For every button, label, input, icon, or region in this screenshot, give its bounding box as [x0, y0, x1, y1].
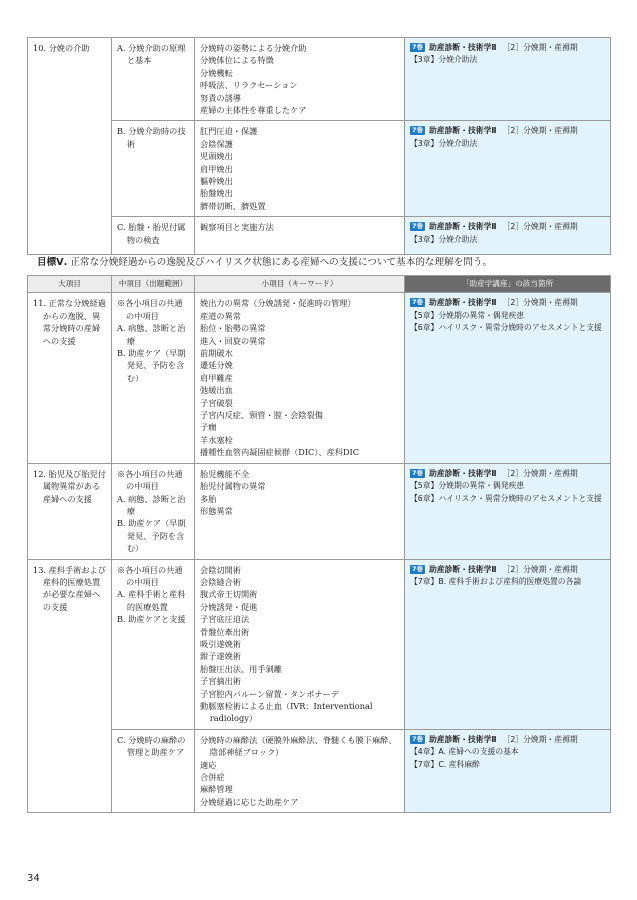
major-item-cell	[28, 559, 112, 813]
keyword: 胎児付属物の異常	[200, 481, 266, 492]
volume-badge: 7巻	[412, 468, 424, 477]
reference-chapter: 【6章】ハイリスク・異常分娩時のアセスメントと支援	[410, 493, 602, 503]
keyword: 肩甲難産	[200, 372, 233, 383]
major-item-text: 11. 正常な分娩経過からの逸脱、異常分娩時の産婦への支援	[33, 298, 106, 346]
keyword: 進入・回旋の異常	[200, 335, 266, 346]
keyword-cell	[195, 121, 405, 217]
keyword: 分娩誘発・促進	[200, 601, 258, 612]
keyword: 前期破水	[200, 348, 233, 359]
reference-cell	[405, 559, 611, 729]
reference-chapter: 【5章】分娩期の異常・偶発疾患	[410, 310, 525, 320]
keyword: 吸引遂娩術	[200, 638, 241, 649]
keyword: 子宮破裂	[200, 397, 233, 408]
keyword-cell	[195, 729, 405, 812]
reference-cell	[405, 293, 611, 463]
minor-item-cell	[112, 729, 195, 812]
reference-cell	[405, 729, 611, 812]
reference-volume: ［2］分娩期・産褥期	[502, 43, 578, 52]
reference-volume: ［2］分娩期・産褥期	[502, 468, 578, 478]
minor-item-text: A. 病態、診断と治療	[117, 323, 186, 346]
keyword: 会陰縫合術	[200, 576, 241, 587]
keyword: 腹式帝王切開術	[200, 589, 258, 600]
keyword: 肛門圧迫・保護	[200, 126, 258, 137]
minor-note: ※各小項目の共通の中項目	[117, 298, 183, 321]
reference-chapter: 【3章】分娩介助法	[410, 138, 478, 148]
reference-title: 助産診断・技術学Ⅱ	[429, 298, 497, 308]
reference-title: 助産診断・技術学Ⅱ	[429, 468, 497, 478]
keyword: 鉗子遂娩術	[200, 651, 241, 662]
keyword: 分娩経過に応じた助産ケア	[200, 796, 299, 807]
minor-item-text: B. 助産ケア（早期発見、予防を含む）	[117, 518, 186, 554]
goal-label: 目標Ⅴ.	[37, 257, 68, 268]
goal-text: 正常な分娩経過からの逸脱及びハイリスク状態にある産婦への支援について基本的な理解を問う。	[70, 257, 493, 268]
major-item-cell	[28, 463, 112, 559]
keyword-cell	[195, 559, 405, 729]
header-keywords: 小項目（キーワード）	[195, 276, 405, 293]
minor-item-text: C. 分娩時の麻酔の管理と助産ケア	[117, 734, 186, 758]
minor-item-cell	[112, 463, 195, 559]
keyword: 児頭娩出	[200, 151, 233, 162]
reference-cell	[405, 463, 611, 559]
keyword: 軀幹娩出	[200, 176, 233, 187]
keyword: 娩出力の異常（分娩誘発・促進時の管理）	[200, 298, 356, 309]
major-item-cell	[28, 38, 112, 255]
keyword: 会陰切開術	[200, 564, 241, 575]
keyword: 胎位・胎勢の異常	[200, 323, 266, 334]
keyword: 分娩時の姿勢による分娩介助	[200, 43, 307, 53]
minor-item-cell	[112, 217, 195, 255]
keyword: 子癇	[200, 422, 217, 433]
reference-chapter: 【7章】B. 産科手術および産科的医療処置の各論	[410, 576, 582, 586]
minor-item-text: B. 助産ケア（早期発見、予防を含む）	[117, 348, 186, 383]
volume-badge: 7巻	[412, 564, 424, 573]
keyword: 分娩時の麻酔法（硬膜外麻酔法、脊髄くも膜下麻酔、陰部神経ブロック）	[200, 734, 397, 758]
keyword: 胎盤娩出	[200, 188, 233, 199]
minor-item-text: B. 助産ケアと支援	[117, 614, 186, 625]
keyword: 形態異常	[200, 505, 233, 516]
minor-item-text: C. 胎盤・胎児付属物の検査	[117, 222, 186, 245]
reference-title: 助産診断・技術学Ⅱ	[429, 222, 497, 232]
keyword: 子宮底圧迫法	[200, 614, 250, 625]
table-row	[28, 559, 611, 729]
keyword: 臍帯切断、臍処置	[200, 200, 266, 211]
reference-chapter: 【5章】分娩期の異常・偶発疾患	[410, 481, 525, 491]
table-row	[28, 463, 611, 559]
minor-note: ※各小項目の共通の中項目	[117, 564, 183, 587]
reference-chapter: 【3章】分娩介助法	[410, 55, 478, 65]
reference-chapter: 【3章】分娩介助法	[410, 234, 478, 244]
table-row	[28, 729, 611, 812]
keyword-cell	[195, 293, 405, 463]
keyword: 産道の異常	[200, 310, 241, 321]
minor-item-text: B. 分娩介助時の技術	[117, 126, 186, 149]
curriculum-table-continued	[27, 37, 611, 255]
reference-volume: ［2］分娩期・産褥期	[502, 126, 578, 136]
minor-item-cell	[112, 121, 195, 217]
reference-title: 助産診断・技術学Ⅱ	[429, 126, 497, 136]
keyword: 胎児機能不全	[200, 468, 250, 479]
keyword: 弛緩出血	[200, 385, 233, 396]
header-minor: 中項目（出題範囲）	[112, 276, 195, 293]
reference-volume: ［2］分娩期・産褥期	[502, 222, 578, 232]
keyword: 分娩体位による特徴	[200, 55, 274, 66]
keyword: 分娩機転	[200, 67, 233, 78]
reference-chapter: 【6章】ハイリスク・異常分娩時のアセスメントと支援	[410, 323, 602, 333]
curriculum-table	[27, 275, 611, 813]
header-reference: 「助産学講座」の該当箇所	[405, 276, 611, 293]
major-item-text: 10. 分娩の介助	[33, 43, 90, 53]
keyword: 麻酔管理	[200, 784, 233, 795]
keyword: 産婦の主体性を尊重したケア	[200, 105, 307, 116]
keyword: 呼吸法、リラクセーション	[200, 80, 298, 91]
keyword: 骨盤位牽出術	[200, 626, 250, 637]
reference-chapter: 【4章】A. 産婦への支援の基本	[410, 747, 519, 757]
volume-badge: 7巻	[412, 734, 424, 743]
reference-title: 助産診断・技術学Ⅱ	[429, 564, 497, 574]
reference-cell	[405, 217, 611, 255]
minor-item-text: A. 分娩介助の原理と基本	[117, 43, 186, 66]
keyword-cell	[195, 38, 405, 121]
header-major: 大項目	[28, 276, 112, 293]
volume-badge: 7巻	[412, 126, 424, 135]
minor-item-text: A. 産科手術と産科的医療処置	[117, 589, 186, 612]
keyword: 努責の誘導	[200, 92, 241, 103]
reference-title: 助産診断・技術学Ⅱ	[429, 734, 497, 744]
reference-volume: ［2］分娩期・産褥期	[502, 734, 578, 744]
volume-badge: 7巻	[412, 298, 424, 307]
minor-note: ※各小項目の共通の中項目	[117, 468, 183, 492]
reference-cell	[405, 38, 611, 121]
table-row	[28, 121, 611, 217]
reference-volume: ［2］分娩期・産褥期	[502, 564, 578, 574]
table-header-row	[28, 276, 611, 293]
keyword: 適応	[200, 759, 217, 770]
keyword-cell	[195, 463, 405, 559]
table-row	[28, 293, 611, 463]
minor-item-cell	[112, 38, 195, 121]
keyword: 会陰保護	[200, 138, 233, 149]
keyword: 多胎	[200, 493, 217, 504]
keyword: 観察項目と実施方法	[200, 222, 274, 233]
reference-chapter: 【7章】C. 産科麻酔	[410, 759, 480, 769]
keyword: 播種性血管内凝固症候群（DIC）、産科DIC	[200, 447, 360, 458]
reference-cell	[405, 121, 611, 217]
keyword-cell	[195, 217, 405, 255]
keyword: 遷延分娩	[200, 360, 233, 371]
keyword: 肩甲娩出	[200, 163, 233, 174]
table-row	[28, 217, 611, 255]
minor-item-cell	[112, 293, 195, 463]
table-row	[28, 38, 611, 121]
minor-item-cell	[112, 559, 195, 729]
major-item-cell	[28, 293, 112, 463]
goal-heading	[37, 256, 492, 269]
keyword: 合併症	[200, 772, 225, 783]
major-item-text: 13. 産科手術および産科的医療処置が必要な産婦への支援	[33, 564, 106, 612]
keyword: 子宮摘出術	[200, 676, 241, 687]
keyword: 動脈塞栓術による止血（IVR：Interventional radiology）	[200, 701, 373, 724]
keyword: 羊水塞栓	[200, 434, 233, 445]
minor-item-text: A. 病態、診断と治療	[117, 493, 186, 516]
keyword: 子宮内反症、頸管・腟・会陰裂傷	[200, 410, 323, 421]
reference-title: 助産診断・技術学Ⅱ	[429, 43, 497, 52]
keyword: 子宮腔内バルーン留置・タンポナーデ	[200, 688, 340, 699]
page-number: 34	[27, 873, 40, 884]
volume-badge: 7巻	[412, 43, 424, 51]
major-item-text: 12. 胎児及び胎児付属物異常がある産婦への支援	[33, 468, 106, 504]
reference-volume: ［2］分娩期・産褥期	[502, 298, 578, 308]
keyword: 胎盤圧出法、用手剝離	[200, 663, 282, 674]
volume-badge: 7巻	[412, 222, 424, 231]
